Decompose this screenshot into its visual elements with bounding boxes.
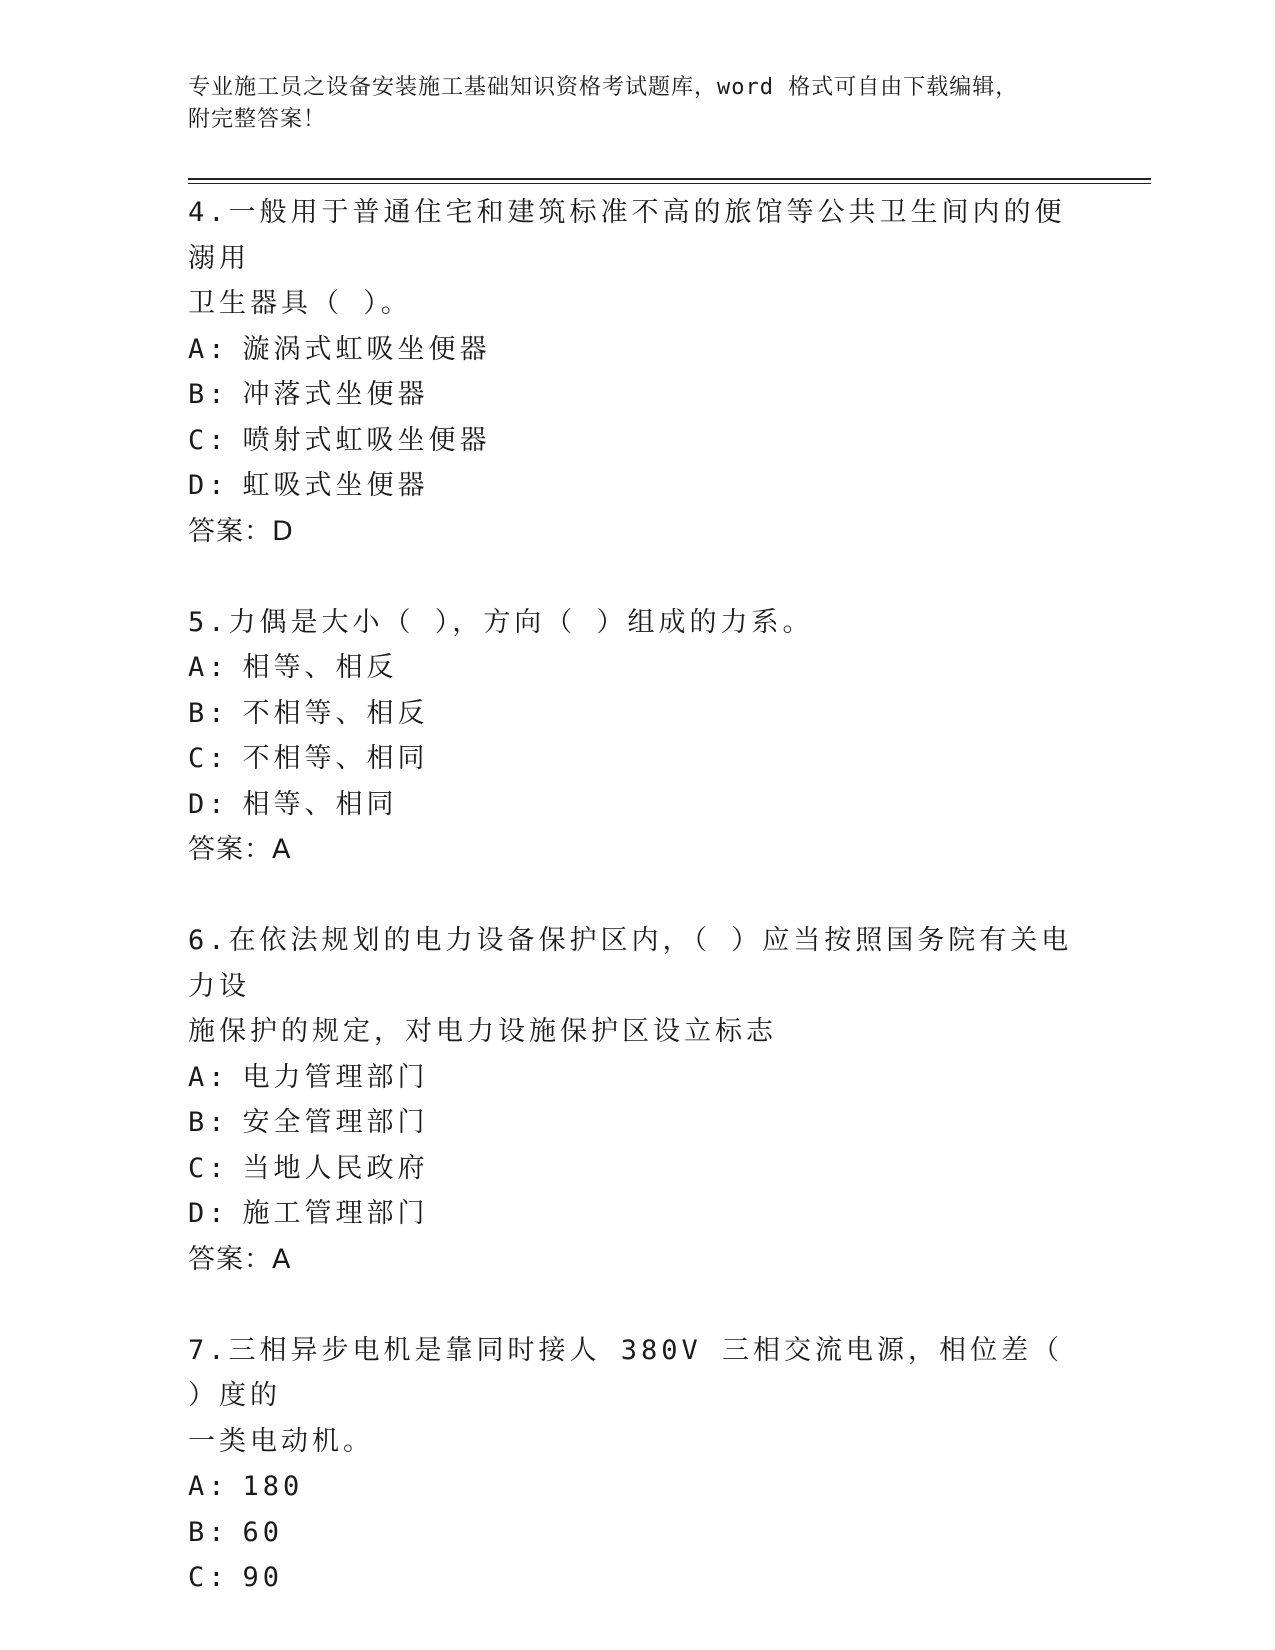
answer-line: 答案：D [188, 515, 294, 547]
spacer [188, 1282, 1088, 1328]
option-key: B: [188, 379, 229, 410]
option-text: 相等、相同 [242, 788, 398, 820]
option-a [188, 327, 1088, 373]
header-divider-thin [188, 183, 1151, 184]
option-key: D: [188, 1198, 229, 1229]
option-text: 不相等、相反 [242, 697, 429, 729]
answer-line: 答案：A [188, 1243, 292, 1275]
question-stem-continued: 卫生器具（ ）。 [188, 288, 412, 319]
option-text: 漩涡式虹吸坐便器 [242, 333, 491, 365]
question-stem-continued: 施保护的规定，对电力设施保护区设立标志 [188, 1016, 777, 1047]
option-key: A: [188, 333, 229, 365]
option-d [188, 1191, 1088, 1237]
option-text: 喷射式虹吸坐便器 [242, 424, 491, 456]
question-7 [188, 1328, 1088, 1601]
spacer [188, 873, 1088, 919]
header-line-1: 专业施工员之设备安装施工基础知识资格考试题库，word 格式可自由下载编辑， [188, 75, 1019, 100]
option-c [188, 418, 1088, 464]
question-list [188, 190, 1088, 1601]
question-stem: 6.在依法规划的电力设备保护区内，（ ）应当按照国务院有关电力设 [188, 925, 1073, 1002]
question-stem: 7.三相异步电机是靠同时接人 380V 三相交流电源，相位差（ ）度的 [188, 1334, 1064, 1411]
option-key: B: [188, 697, 229, 729]
option-key: A: [188, 1061, 229, 1093]
option-key: A: [188, 1471, 229, 1502]
option-text: 不相等、相同 [242, 743, 429, 774]
option-a [188, 1464, 1088, 1510]
option-c [188, 736, 1088, 782]
option-text: 施工管理部门 [242, 1198, 429, 1229]
option-text: 60 [242, 1516, 284, 1548]
option-key: B: [188, 1516, 229, 1548]
option-text: 安全管理部门 [242, 1107, 429, 1138]
question-4 [188, 190, 1088, 554]
option-b [188, 691, 1088, 737]
option-key: D: [188, 470, 229, 501]
option-b [188, 1100, 1088, 1146]
option-key: A: [188, 652, 229, 683]
option-a [188, 1055, 1088, 1101]
option-b [188, 372, 1088, 418]
option-text: 冲落式坐便器 [242, 379, 429, 410]
question-5 [188, 600, 1088, 873]
question-stem: 5.力偶是大小（ ），方向（ ）组成的力系。 [188, 606, 814, 638]
answer-line: 答案：A [188, 834, 292, 865]
header-line-2: 附完整答案！ [188, 107, 327, 132]
question-6 [188, 918, 1088, 1282]
option-text: 180 [242, 1471, 304, 1502]
option-key: C: [188, 743, 229, 774]
option-key: D: [188, 788, 229, 820]
option-text: 相等、相反 [242, 652, 398, 683]
option-key: C: [188, 1152, 229, 1184]
option-c [188, 1555, 1088, 1601]
option-text: 虹吸式坐便器 [242, 470, 429, 501]
header-divider-thick [188, 178, 1151, 180]
option-key: C: [188, 424, 229, 456]
option-a [188, 645, 1088, 691]
option-d [188, 463, 1088, 509]
question-stem: 4.一般用于普通住宅和建筑标准不高的旅馆等公共卫生间内的便溺用 [188, 197, 1066, 274]
option-b [188, 1510, 1088, 1556]
option-key: B: [188, 1107, 229, 1138]
option-key: C: [188, 1562, 229, 1593]
option-text: 电力管理部门 [242, 1061, 429, 1093]
option-d [188, 782, 1088, 828]
question-stem-continued: 一类电动机。 [188, 1425, 374, 1457]
document-header [188, 72, 1088, 136]
option-text: 90 [242, 1562, 284, 1593]
spacer [188, 554, 1088, 600]
option-c [188, 1146, 1088, 1192]
option-text: 当地人民政府 [242, 1152, 429, 1184]
